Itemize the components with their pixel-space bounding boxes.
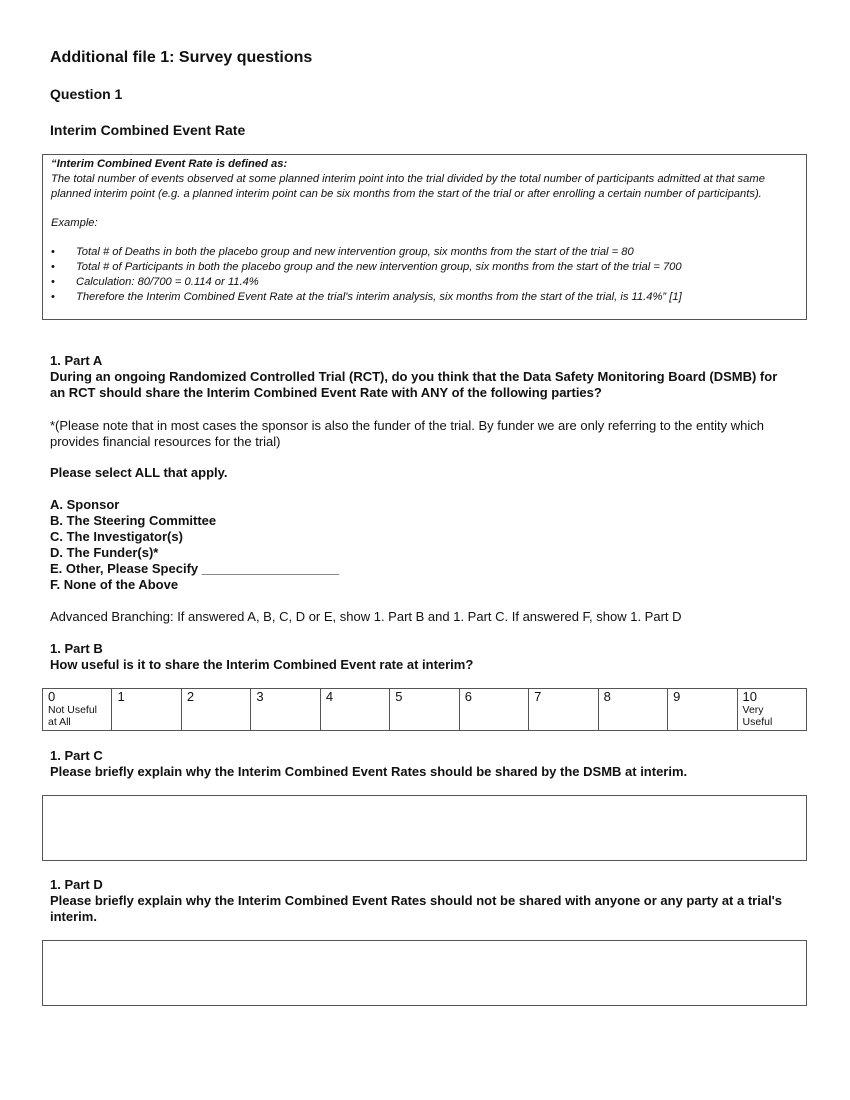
scale-option-6[interactable]: 6: [459, 689, 528, 731]
part-b-question: How useful is it to share the Interim Combined Event rate at interim?: [50, 657, 474, 672]
example-label: Example:: [51, 217, 98, 229]
bullet-icon: •: [51, 276, 55, 288]
part-c-question: Please briefly explain why the Interim Combined Event Rates should be shared by the DSMB at interim.: [50, 764, 688, 779]
section-title: Interim Combined Event Rate: [50, 122, 246, 138]
option-investigators[interactable]: C. The Investigator(s): [50, 529, 183, 544]
part-a-question: During an ongoing Randomized Controlled Trial (RCT), do you think that the Data Safety Monitoring Board (DSMB) for an RCT should share the Interim Combined Event Rate with ANY of the following parties?: [50, 369, 778, 400]
scale-option-3[interactable]: 3: [251, 689, 320, 731]
scale-option-1[interactable]: 1: [112, 689, 181, 731]
bullet-icon: •: [51, 246, 55, 258]
document-title: Additional file 1: Survey questions: [50, 49, 313, 66]
example-list: [51, 245, 798, 305]
list-item: • Total # of Participants in both the placebo group and the new intervention group, six months from the start of the trial = 700: [51, 261, 682, 273]
scale-option-8[interactable]: 8: [598, 689, 667, 731]
part-b-label: 1. Part B: [50, 641, 103, 656]
definition-box: [42, 154, 807, 320]
branching-note: Advanced Branching: If answered A, B, C, D or E, show 1. Part B and 1. Part C. If answered F, show 1. Part D: [50, 609, 682, 624]
bullet-icon: •: [51, 261, 55, 273]
scale-option-2[interactable]: 2: [181, 689, 250, 731]
definition-text: The total number of events observed at some planned interim point into the trial divided by the total number of participants admitted at that same planned interim point (e.g. a planned interim point can be six months from the start of the trial or after enrolling a certain number of participants).: [51, 173, 765, 200]
option-funders[interactable]: D. The Funder(s)*: [50, 545, 159, 560]
part-d-label: 1. Part D: [50, 877, 103, 892]
part-d-answer-field[interactable]: [42, 940, 807, 1006]
part-a-options: [50, 497, 805, 593]
option-steering-committee[interactable]: B. The Steering Committee: [50, 513, 217, 528]
part-c-label: 1. Part C: [50, 748, 103, 763]
usefulness-scale: [42, 688, 807, 731]
scale-option-7[interactable]: 7: [529, 689, 598, 731]
option-other[interactable]: E. Other, Please Specify ___________________: [50, 561, 340, 576]
definition-title: “Interim Combined Event Rate is defined as:: [51, 158, 288, 170]
list-item: • Therefore the Interim Combined Event Rate at the trial's interim analysis, six months from the start of the trial, is 11.4%” [1]: [51, 291, 682, 303]
option-none[interactable]: F. None of the Above: [50, 577, 179, 592]
scale-option-10[interactable]: 10 Very Useful: [737, 689, 806, 731]
option-sponsor[interactable]: A. Sponsor: [50, 497, 120, 512]
scale-option-4[interactable]: 4: [320, 689, 389, 731]
list-item: • Calculation: 80/700 = 0.114 or 11.4%: [51, 276, 259, 288]
scale-option-5[interactable]: 5: [390, 689, 459, 731]
question-title: Question 1: [50, 86, 123, 102]
scale-option-9[interactable]: 9: [668, 689, 737, 731]
part-a-note: *(Please note that in most cases the sponsor is also the funder of the trial. By funder we are only referring to the entity which provides financial resources for the trial): [50, 418, 764, 449]
part-a-label: 1. Part A: [50, 353, 103, 368]
scale-option-0[interactable]: 0 Not Useful at All: [43, 689, 112, 731]
part-d-question: Please briefly explain why the Interim Combined Event Rates should not be shared with anyone or any party at a trial's interim.: [50, 893, 782, 924]
bullet-icon: •: [51, 291, 55, 303]
part-a-instruction: Please select ALL that apply.: [50, 465, 228, 480]
list-item: • Total # of Deaths in both the placebo group and new intervention group, six months from the start of the trial = 80: [51, 246, 634, 258]
part-c-answer-field[interactable]: [42, 795, 807, 861]
